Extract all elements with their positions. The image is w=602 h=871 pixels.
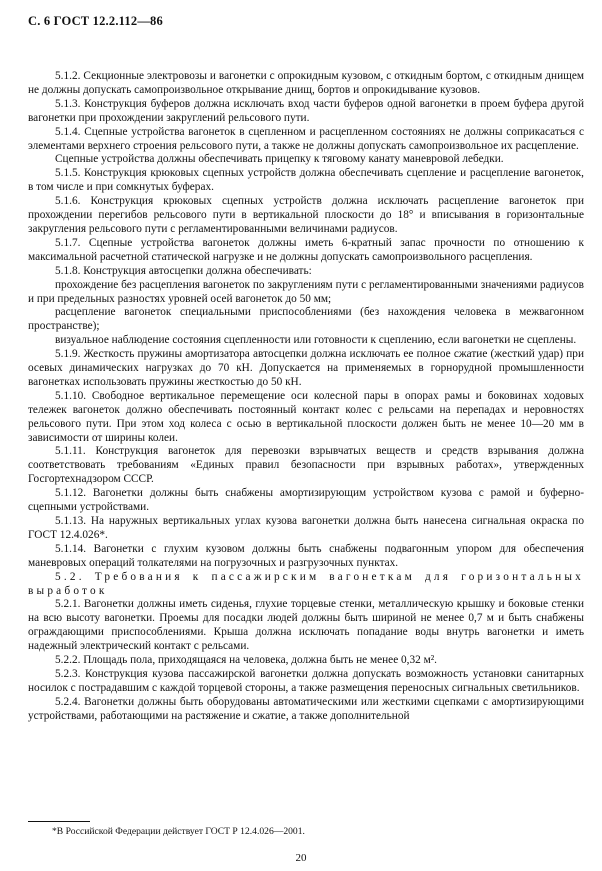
paragraph-5-1-3: 5.1.3. Конструкция буферов должна исключать вход части буферов одной вагонетки в проем буфера другой вагонетки при прохождении закруглений рельсового пути. <box>28 97 584 124</box>
paragraph-5-2-4: 5.2.4. Вагонетки должны быть оборудованы автоматическими или жесткими сцепками с амортизирующими устройствами, работающими на растяжение и сжатие, а также дополнительной <box>28 695 584 722</box>
paragraph-5-1-8-item-2: расцепление вагонеток специальными приспособлениями (без нахождения человека в межвагонном пространстве); <box>28 306 584 333</box>
paragraph-5-1-4-note: Сцепные устройства должны обеспечивать прицепку к тяговому канату маневровой лебедки. <box>55 153 504 166</box>
paragraph-5-1-10: 5.1.10. Свободное вертикальное перемещение оси колесной пары в опорах рамы и боковинах ходовых тележек вагонеток должно обеспечивать постоянный контакт колес с рельсами на перепадах и неровностях рельсового пути. При этом ход колеса с осью в вертикальной плоскости должен быть не менее 10—20 мм в зависимости от ширины колеи. <box>28 389 584 444</box>
footnote: *В Российской Федерации действует ГОСТ Р 12.4.026—2001. <box>52 826 305 837</box>
section-heading-5-2: 5.2. Требования к пассажирским вагонеткам для горизонтальных выработок <box>28 570 584 597</box>
paragraph-5-1-13: 5.1.13. На наружных вертикальных углах кузова вагонетки должна быть нанесена сигнальная окраска по ГОСТ 12.4.026*. <box>28 515 584 541</box>
paragraph-5-1-6: 5.1.6. Конструкция крюковых сцепных устройств должна исключать расцепление вагонеток при прохождении перегибов рельсового пути в вертикальной плоскости до 18° и вписывания в горизонтальные закругления рельсового пути с регламентированными величинами радиусов. <box>28 195 584 235</box>
paragraph-5-1-7: 5.1.7. Сцепные устройства вагонеток должны иметь 6-кратный запас прочности по отношению к максимальной расчетной статической нагрузке и не должны допускать самопроизвольного расцепления. <box>28 236 584 263</box>
paragraph-5-1-8: 5.1.8. Конструкция автосцепки должна обеспечивать: <box>55 264 312 277</box>
paragraph-5-1-14: 5.1.14. Вагонетки с глухим кузовом должны быть снабжены подвагонным упором для обеспечения маневровых операций толкателями на погрузочных и разгрузочных пунктах. <box>28 542 584 569</box>
paragraph-5-2-3: 5.2.3. Конструкция кузова пассажирской вагонетки должна допускать возможность установки санитарных носилок с пострадавшим с каждой торцевой стороны, а также размещения переносных сигнальных светильников. <box>28 667 584 694</box>
document-body <box>28 70 584 724</box>
page-number: 20 <box>295 852 307 864</box>
paragraph-5-1-5: 5.1.5. Конструкция крюковых сцепных устройств должна обеспечивать сцепление и расцепление вагонеток, в том числе и при сомкнутых буферах. <box>28 167 584 194</box>
paragraph-5-1-4: 5.1.4. Сцепные устройства вагонеток в сцепленном и расцепленном состояниях не должны соприкасаться с элементами верхнего строения рельсового пути, а также не должны допускать самопроизвольное их расцепление. <box>28 125 584 152</box>
paragraph-5-1-8-item-3: визуальное наблюдение состояния сцепленности или готовности к сцеплению, если вагонетки не сцеплены. <box>55 334 577 347</box>
paragraph-5-1-2: 5.1.2. Секционные электровозы и вагонетки с опрокидным кузовом, с откидным бортом, с откидным днищем не должны допускать самопроизвольное открывание днищ, бортов и опрокидывание кузовов. <box>28 70 584 96</box>
paragraph-5-2-2: 5.2.2. Площадь пола, приходящаяся на человека, должна быть не менее 0,32 м². <box>55 654 437 667</box>
paragraph-5-1-9: 5.1.9. Жесткость пружины амортизатора автосцепки должна исключать ее полное сжатие (жесткий удар) при осевых динамических нагрузках до 70 кН. Допускается на применяемых в горнорудной промышленности вагонетках использовать пружины жесткостью до 50 кН. <box>28 348 584 388</box>
paragraph-5-1-11: 5.1.11. Конструкция вагонеток для перевозки взрывчатых веществ и средств взрывания должна соответствовать требованиям «Единых правил безопасности при взрывных работах», утвержденных Госгортехнадзором СССР. <box>28 445 584 486</box>
footnote-separator <box>28 821 90 822</box>
paragraph-5-2-1: 5.2.1. Вагонетки должны иметь сиденья, глухие торцевые стенки, металлическую крышку и боковые стенки на всю высоту вагонетки. Проемы для посадки людей должны быть шириной не менее 0,7 м и быть снабжены ограждающими приспособлениями. Крыша должна исключать попадание воды внутрь вагонетки и иметь надежный электрический контакт с рельсами. <box>28 598 584 653</box>
paragraph-5-1-12: 5.1.12. Вагонетки должны быть снабжены амортизирующим устройством кузова с рамой и буферно-сцепными устройствами. <box>28 487 584 514</box>
page-header: С. 6 ГОСТ 12.2.112—86 <box>28 14 163 28</box>
paragraph-5-1-8-item-1: прохождение без расцепления вагонеток по закруглениям пути с регламентированными значениями радиусов и при предельных разностях уровней осей вагонеток до 50 мм; <box>28 278 584 305</box>
